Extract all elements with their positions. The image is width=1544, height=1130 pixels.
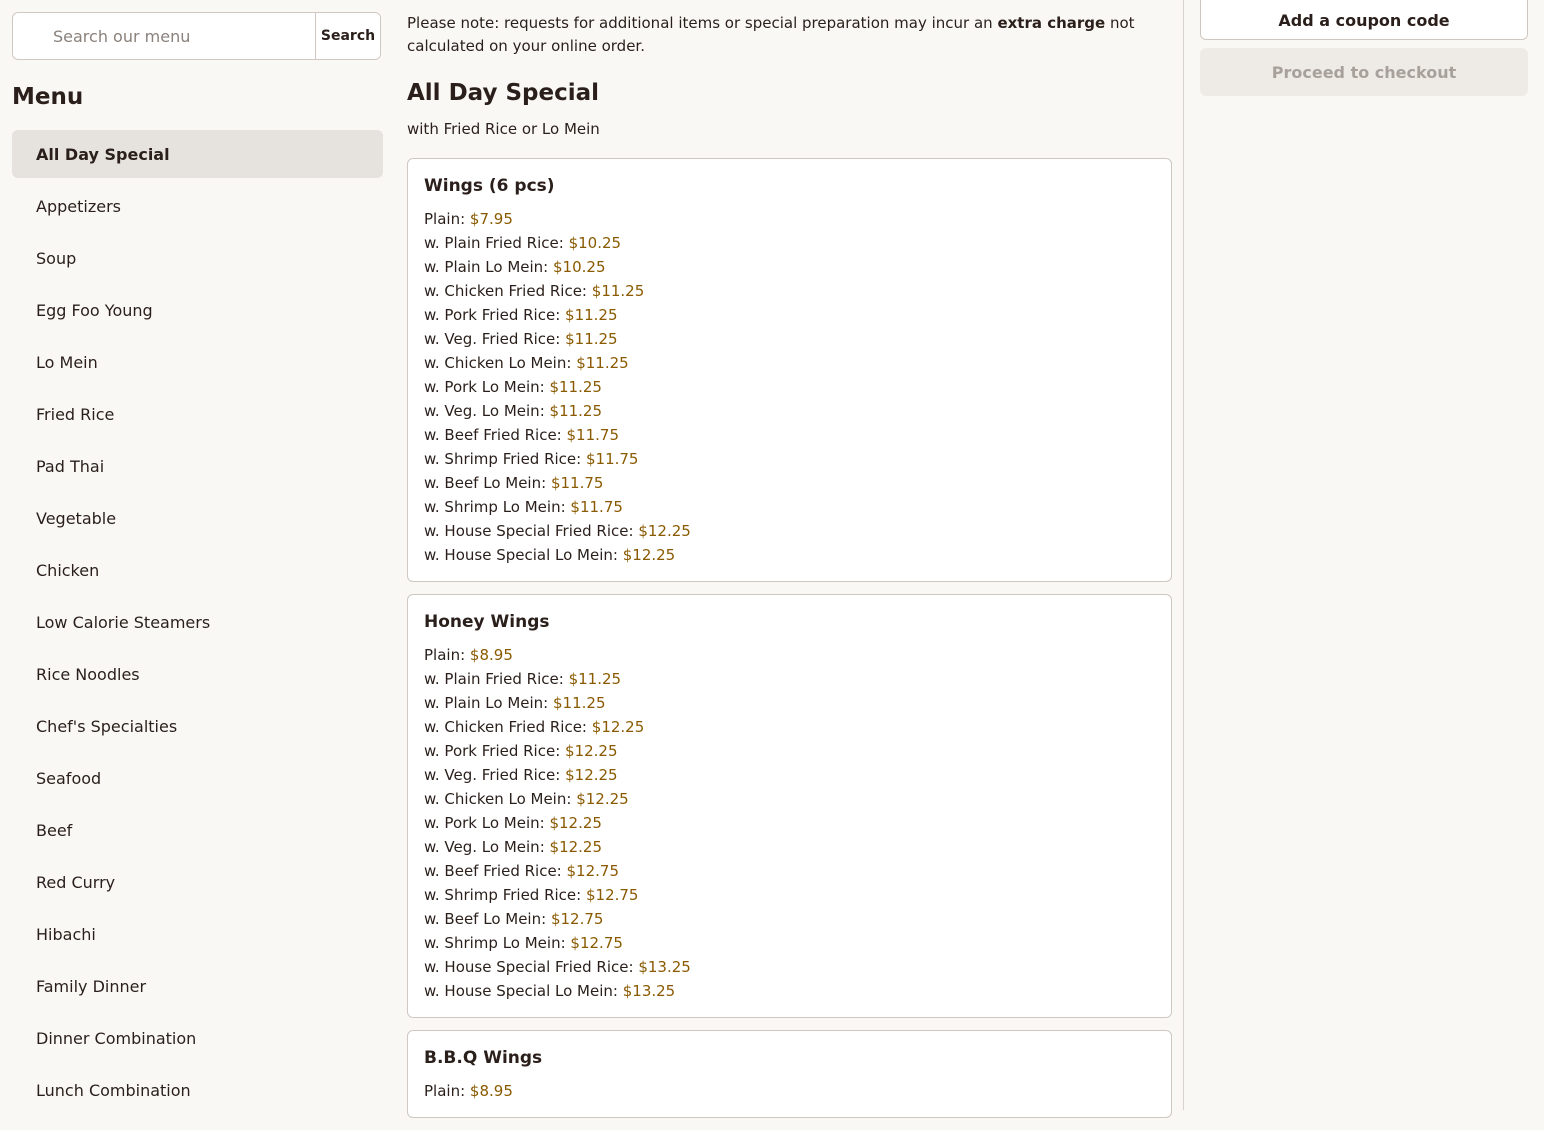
price-option-label: w. Pork Lo Mein: [424, 814, 545, 832]
sidebar-item-low-calorie-steamers[interactable]: Low Calorie Steamers [36, 612, 211, 632]
price-option [424, 811, 1155, 835]
menu-item-card[interactable] [407, 594, 1172, 1018]
sidebar-item-red-curry[interactable]: Red Curry [36, 872, 116, 892]
price-option-label: w. Veg. Fried Rice: [424, 766, 561, 784]
sidebar-item-dinner-combination[interactable]: Dinner Combination [36, 1028, 197, 1048]
menu-item-name: Wings (6 pcs) [424, 176, 555, 196]
price-option-label: w. Pork Lo Mein: [424, 378, 545, 396]
price-option [424, 279, 1155, 303]
sidebar-item-family-dinner[interactable]: Family Dinner [36, 976, 147, 996]
search-box [12, 12, 381, 60]
price-option [424, 787, 1155, 811]
sidebar-item-fried-rice[interactable]: Fried Rice [36, 404, 115, 424]
price-option [424, 763, 1155, 787]
price-value: $12.25 [549, 814, 602, 832]
price-option-label: w. Pork Fried Rice: [424, 306, 561, 324]
search-button[interactable]: Search [315, 13, 380, 59]
column-divider [1183, 0, 1184, 1110]
price-option-label: w. Chicken Fried Rice: [424, 718, 587, 736]
sidebar-item-hibachi[interactable]: Hibachi [36, 924, 96, 944]
price-option [424, 231, 1155, 255]
price-value: $12.25 [565, 766, 618, 784]
price-option-label: Plain: [424, 210, 466, 228]
menu-item-list [407, 158, 1172, 1130]
price-option [424, 471, 1155, 495]
price-option [424, 667, 1155, 691]
price-option [424, 423, 1155, 447]
price-option [424, 303, 1155, 327]
price-option-label: w. Plain Fried Rice: [424, 234, 564, 252]
menu-item-card[interactable] [407, 158, 1172, 582]
price-option-label: w. Plain Lo Mein: [424, 694, 549, 712]
price-option-label: w. Beef Lo Mein: [424, 910, 547, 928]
price-option-label: w. House Special Fried Rice: [424, 522, 634, 540]
price-value: $12.75 [585, 886, 639, 904]
price-option-label: w. Chicken Lo Mein: [424, 354, 572, 372]
price-option [424, 739, 1155, 763]
price-option-label: w. Veg. Lo Mein: [424, 402, 545, 420]
sidebar-item-all-day-special[interactable]: All Day Special [12, 130, 383, 178]
price-option-label: w. Shrimp Lo Mein: [424, 498, 566, 516]
price-value: $10.25 [553, 258, 606, 276]
sidebar-item-vegetable[interactable]: Vegetable [36, 508, 117, 528]
price-value: $12.75 [566, 862, 620, 880]
price-value: $11.25 [565, 306, 618, 324]
category-subtitle: with Fried Rice or Lo Mein [407, 120, 600, 138]
price-option [424, 979, 1155, 1003]
price-value: $11.25 [549, 402, 603, 420]
price-option [424, 399, 1155, 423]
price-value: $11.25 [576, 354, 629, 372]
menu-category-list [12, 130, 383, 1118]
price-value: $12.75 [550, 910, 604, 928]
sidebar-item-soup[interactable]: Soup [36, 248, 77, 268]
price-option-label: Plain: [424, 1082, 466, 1100]
price-value: $12.25 [622, 546, 676, 564]
price-option [424, 859, 1155, 883]
price-option-label: Plain: [424, 646, 466, 664]
price-value: $7.95 [469, 210, 513, 228]
notice-text-end: not calculated on your online order. [407, 14, 1135, 55]
price-value: $11.25 [553, 694, 606, 712]
main-content [407, 0, 1172, 1110]
price-value: $11.75 [550, 474, 604, 492]
price-option-label: w. Shrimp Lo Mein: [424, 934, 566, 952]
price-value: $10.25 [568, 234, 622, 252]
price-option [424, 643, 1155, 667]
price-value: $8.95 [469, 646, 513, 664]
price-value: $11.25 [565, 330, 618, 348]
price-value: $12.25 [549, 838, 603, 856]
price-option [424, 955, 1155, 979]
proceed-to-checkout-button[interactable]: Proceed to checkout [1200, 48, 1528, 96]
price-value: $11.75 [585, 450, 639, 468]
menu-item-name: B.B.Q Wings [424, 1048, 543, 1068]
price-option-label: w. Beef Fried Rice: [424, 862, 562, 880]
sidebar-item-appetizers[interactable]: Appetizers [36, 196, 121, 216]
menu-item-name: Honey Wings [424, 612, 550, 632]
sidebar-item-chicken[interactable]: Chicken [36, 560, 100, 580]
price-option [424, 543, 1155, 567]
price-option [424, 519, 1155, 543]
order-notice [407, 12, 1172, 58]
price-option-label: w. House Special Lo Mein: [424, 982, 618, 1000]
price-value: $8.95 [469, 1082, 513, 1100]
price-option [424, 907, 1155, 931]
price-option-label: w. Plain Lo Mein: [424, 258, 549, 276]
notice-text: Please note: requests for additional items or special preparation may incur an [407, 14, 998, 32]
price-value: $11.25 [549, 378, 602, 396]
price-value: $13.25 [622, 982, 676, 1000]
sidebar-item-pad-thai[interactable]: Pad Thai [36, 456, 105, 476]
price-option [424, 495, 1155, 519]
price-option [424, 351, 1155, 375]
price-option-label: w. Shrimp Fried Rice: [424, 886, 582, 904]
price-option-label: w. Veg. Lo Mein: [424, 838, 545, 856]
price-option-label: w. Veg. Fried Rice: [424, 330, 561, 348]
price-option-label: w. Chicken Lo Mein: [424, 790, 572, 808]
price-value: $12.25 [576, 790, 629, 808]
price-option-label: w. Pork Fried Rice: [424, 742, 561, 760]
sidebar-item-seafood[interactable]: Seafood [36, 768, 102, 788]
price-option-label: w. House Special Fried Rice: [424, 958, 634, 976]
price-value: $11.75 [566, 426, 620, 444]
price-option [424, 883, 1155, 907]
price-option [424, 447, 1155, 471]
price-value: $12.25 [638, 522, 691, 540]
price-value: $12.25 [565, 742, 618, 760]
price-value: $12.75 [570, 934, 623, 952]
price-option-label: w. Chicken Fried Rice: [424, 282, 587, 300]
price-value: $11.25 [591, 282, 645, 300]
price-option [424, 691, 1155, 715]
price-value: $12.25 [591, 718, 645, 736]
price-option [424, 931, 1155, 955]
price-option-label: w. Beef Lo Mein: [424, 474, 547, 492]
category-title: All Day Special [407, 80, 600, 106]
price-option-label: w. House Special Lo Mein: [424, 546, 618, 564]
sidebar-item-chef-s-specialties[interactable]: Chef's Specialties [36, 716, 178, 736]
sidebar-item-egg-foo-young[interactable]: Egg Foo Young [36, 300, 153, 320]
price-option [424, 375, 1155, 399]
menu-heading: Menu [12, 84, 84, 110]
sidebar-item-lunch-combination[interactable]: Lunch Combination [36, 1080, 191, 1100]
price-value: $11.25 [568, 670, 622, 688]
price-option [424, 1079, 1155, 1103]
price-option-label: w. Beef Fried Rice: [424, 426, 562, 444]
sidebar-item-beef[interactable]: Beef [36, 820, 73, 840]
price-value: $13.25 [638, 958, 691, 976]
price-option [424, 835, 1155, 859]
price-option [424, 207, 1155, 231]
sidebar-item-rice-noodles[interactable]: Rice Noodles [36, 664, 140, 684]
notice-emphasis: extra charge [997, 14, 1106, 32]
sidebar-item-lo-mein[interactable]: Lo Mein [36, 352, 98, 372]
sidebar [0, 0, 395, 1110]
price-option-label: w. Plain Fried Rice: [424, 670, 564, 688]
price-option [424, 255, 1155, 279]
price-option [424, 715, 1155, 739]
search-input[interactable] [13, 13, 315, 59]
price-option-label: w. Shrimp Fried Rice: [424, 450, 582, 468]
add-coupon-button[interactable]: Add a coupon code [1200, 0, 1528, 40]
price-value: $11.75 [570, 498, 623, 516]
price-option [424, 327, 1155, 351]
menu-item-card[interactable] [407, 1030, 1172, 1118]
